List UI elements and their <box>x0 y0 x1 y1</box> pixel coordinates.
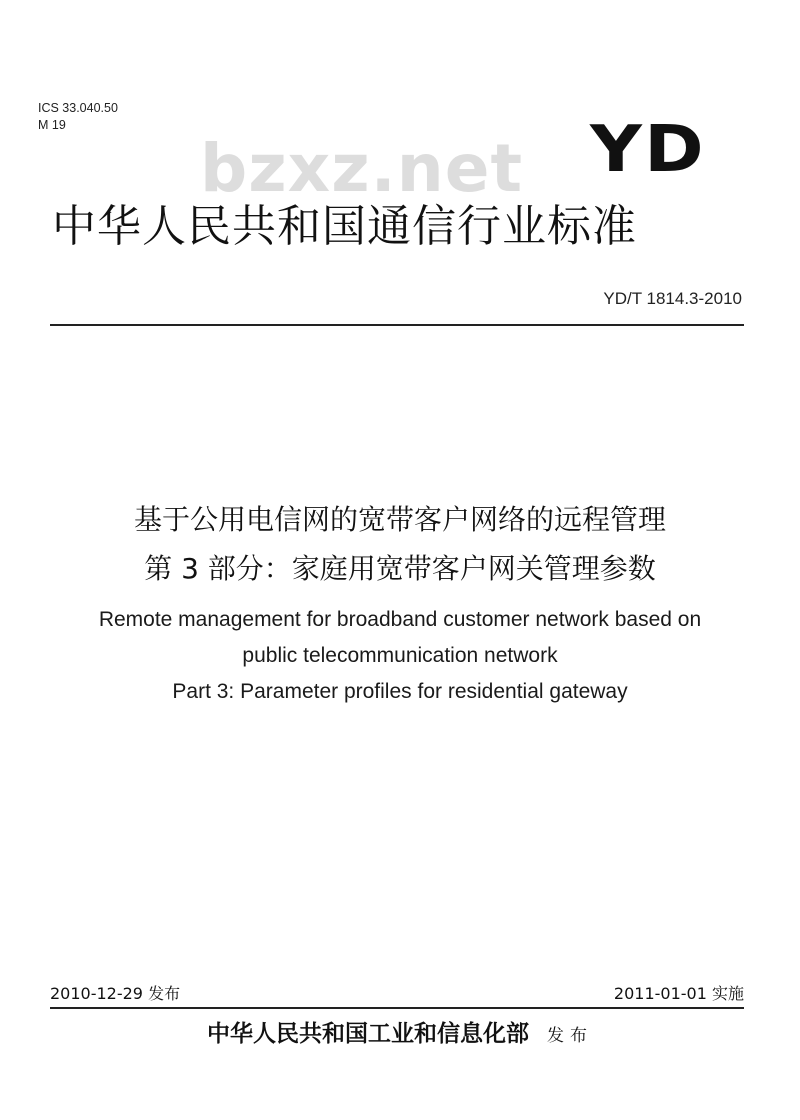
ccs-code: M 19 <box>38 118 66 132</box>
implement-date: 2011-01-01 实施 <box>613 984 744 1003</box>
watermark: bzxz.net <box>200 130 524 207</box>
title-cn-line2: 第 3 部分：家庭用宽带客户网关管理参数 <box>144 552 656 585</box>
title-en-line2: public telecommunication network <box>242 644 558 667</box>
ics-code: ICS 33.040.50 <box>38 101 118 115</box>
title-en-line3: Part 3: Parameter profiles for residential gateway <box>172 680 628 703</box>
yd-logo: YD <box>590 113 706 187</box>
standard-title: 中华人民共和国通信行业标准 <box>52 201 637 252</box>
bottom-divider <box>50 1007 744 1009</box>
title-en-line1: Remote management for broadband customer network based on <box>98 608 702 631</box>
top-divider <box>50 324 744 326</box>
issuer-verb: 发布 <box>547 1026 593 1046</box>
issuer-line <box>0 1017 800 1053</box>
classification-codes <box>38 100 118 134</box>
issue-date: 2010-12-29 发布 <box>50 984 181 1003</box>
standard-number: YD/T 1814.3-2010 <box>603 289 742 308</box>
issuer-name: 中华人民共和国工业和信息化部 <box>207 1020 529 1047</box>
title-cn-line1: 基于公用电信网的宽带客户网络的远程管理 <box>133 503 666 536</box>
